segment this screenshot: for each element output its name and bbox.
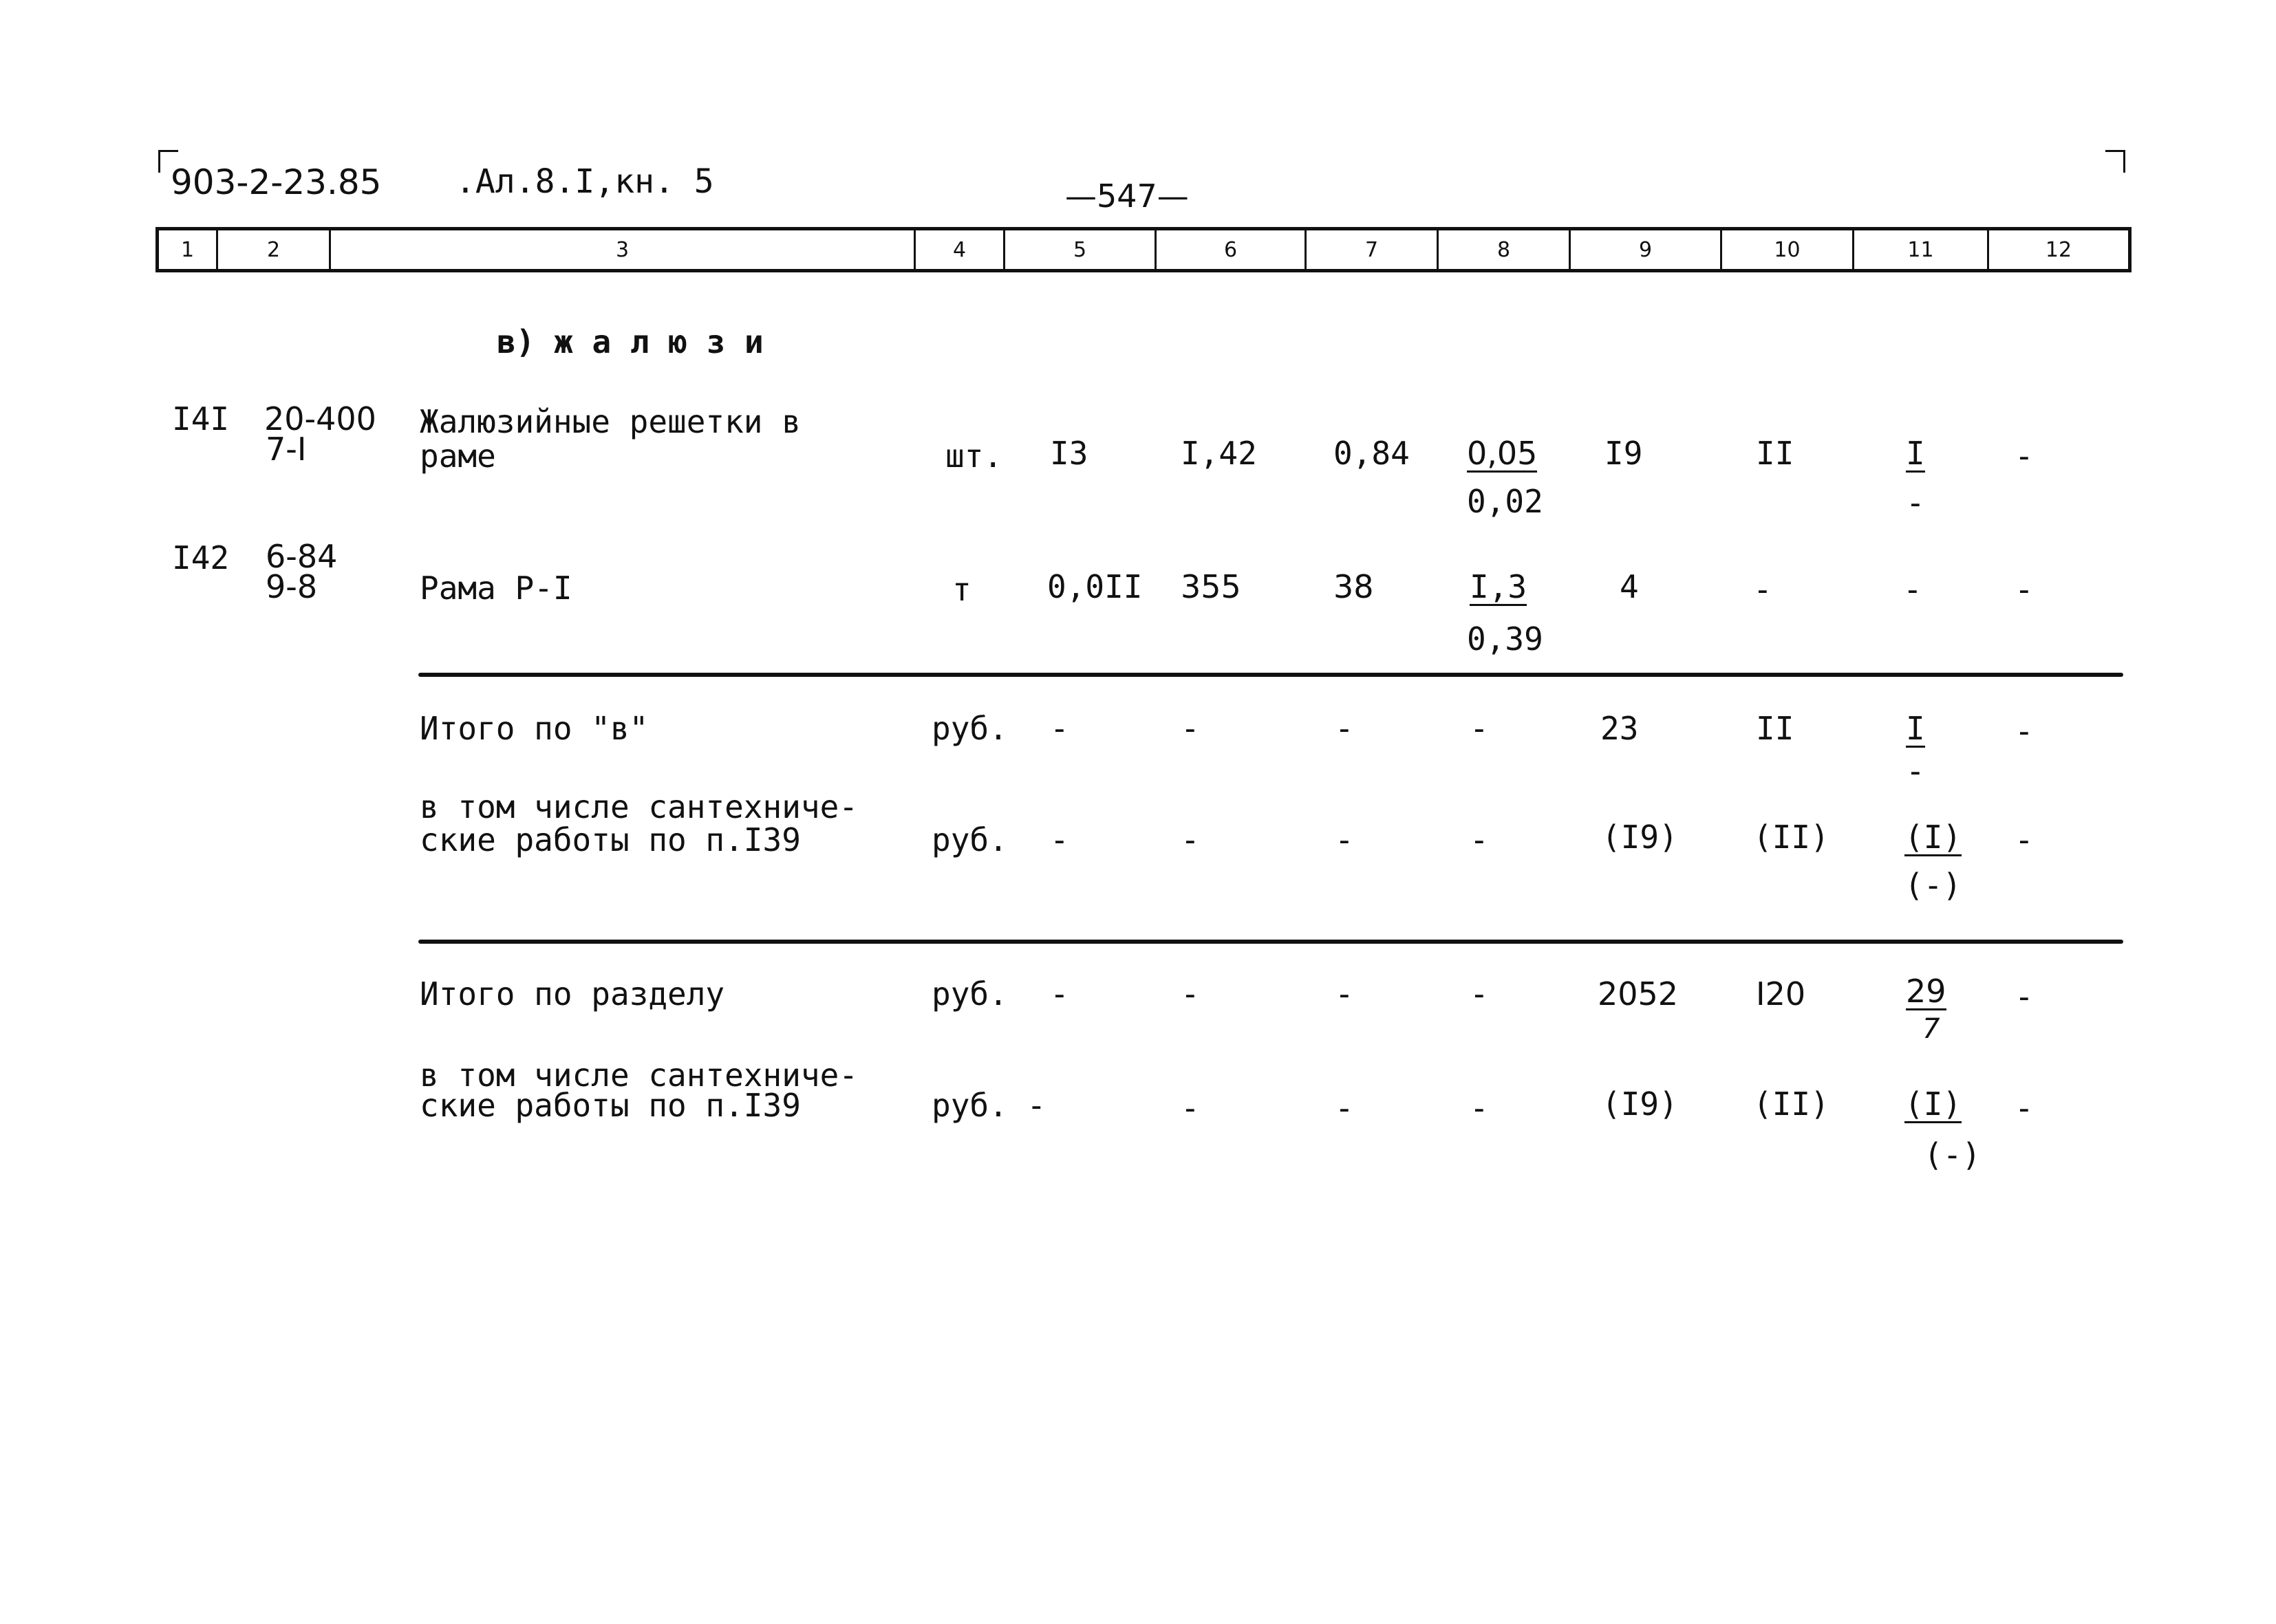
cell-col6: -	[1181, 1090, 1200, 1127]
unit: шт.	[945, 437, 1003, 475]
cell-col10: (II)	[1753, 819, 1829, 856]
column-number: 7	[1307, 230, 1439, 269]
column-number: 8	[1439, 230, 1571, 269]
cell-col11-bottom: -	[1906, 753, 1925, 790]
norm-code: 7-I	[266, 431, 307, 468]
cell-col12: -	[2015, 713, 2034, 750]
cell-col8: -	[1470, 821, 1489, 858]
cell-col5: -	[1050, 821, 1069, 858]
cell-col6: -	[1181, 710, 1200, 747]
total-label: Итого по разделу	[420, 975, 725, 1013]
unit: руб.	[932, 975, 1008, 1013]
cell-col10: II	[1756, 435, 1794, 472]
unit: руб. -	[932, 1087, 1046, 1124]
cell-col9: I9	[1604, 435, 1643, 472]
cell-col8: -	[1470, 710, 1489, 747]
cell-col12: -	[2015, 571, 2034, 608]
cell-col7: -	[1335, 821, 1354, 858]
cell-col10: II	[1756, 710, 1794, 747]
column-number: 5	[1005, 230, 1157, 269]
subtotal-label: ские работы по п.I39	[420, 821, 801, 858]
cell-col5: -	[1050, 710, 1069, 747]
norm-code: 9-8	[266, 568, 318, 605]
cell-col12: -	[2015, 437, 2034, 475]
unit: руб.	[932, 710, 1008, 747]
column-number-strip	[155, 227, 2132, 272]
norm-code: 20-400	[264, 400, 376, 437]
item-name: раме	[420, 437, 496, 475]
cell-col12: -	[2015, 978, 2034, 1015]
total-label: Итого по "в"	[420, 710, 649, 747]
cell-col8-top: I,3	[1470, 568, 1527, 605]
cell-col5: 0,0II	[1047, 568, 1143, 605]
subtotal-label: в том числе сантехниче-	[420, 1057, 858, 1094]
unit: т	[952, 571, 971, 608]
album-reference: .Ал.8.I,кн. 5	[455, 162, 714, 201]
cell-col11-top: (I)	[1904, 819, 1962, 856]
cell-col11-top: 29	[1906, 973, 1946, 1010]
page-number: —547—	[1065, 177, 1189, 215]
cell-col8-bottom: 0,39	[1467, 620, 1543, 658]
unit: руб.	[932, 821, 1008, 858]
cell-col8: -	[1470, 1090, 1489, 1127]
column-number: 12	[2045, 237, 2072, 262]
cell-col10: -	[1753, 571, 1772, 608]
column-number: 4	[916, 230, 1005, 269]
cell-col9: (I9)	[1602, 1085, 1678, 1123]
norm-code: 6-84	[266, 538, 338, 575]
document-code: 903-2-23.85	[171, 162, 382, 202]
cell-col9: 23	[1600, 710, 1639, 747]
cell-col12: -	[2015, 1090, 2034, 1127]
section-title: в) ж а л ю з и	[497, 323, 764, 360]
cell-col11: -	[1903, 571, 1922, 608]
cell-col8-top: 0,05	[1467, 435, 1538, 472]
cell-col9: 2052	[1598, 975, 1679, 1013]
cell-col12: -	[2015, 821, 2034, 858]
section-rule	[418, 940, 2123, 944]
row-number: I4I	[172, 400, 230, 437]
cell-col9: (I9)	[1602, 819, 1678, 856]
cell-col7: -	[1335, 975, 1354, 1013]
corner-mark-top-right	[2105, 150, 2125, 173]
cell-col6: I,42	[1181, 435, 1257, 472]
cell-col6: 355	[1181, 568, 1241, 605]
cell-col7: 0,84	[1333, 435, 1410, 472]
cell-col5: -	[1050, 975, 1069, 1013]
item-name: Рама Р-I	[420, 570, 572, 607]
cell-col7: -	[1335, 710, 1354, 747]
cell-col7: -	[1335, 1090, 1354, 1127]
cell-col11-bottom: (-)	[1924, 1136, 1982, 1173]
subtotal-label: ские работы по п.I39	[420, 1087, 801, 1124]
column-number: 3	[331, 230, 916, 269]
item-name: Жалюзийные решетки в	[420, 403, 801, 440]
cell-col11-top: I	[1906, 435, 1925, 472]
cell-col6: -	[1181, 975, 1200, 1013]
cell-col11-bottom: -	[1906, 484, 1925, 521]
row-number: I42	[172, 539, 230, 576]
cell-col10: I20	[1756, 975, 1806, 1013]
column-number: 10	[1722, 230, 1854, 269]
cell-col10: (II)	[1753, 1085, 1829, 1123]
cell-col5: I3	[1050, 435, 1088, 472]
cell-col6: -	[1181, 821, 1200, 858]
cell-col8: -	[1470, 975, 1489, 1013]
cell-col11-bottom: (-)	[1904, 867, 1962, 904]
column-number: 6	[1157, 230, 1307, 269]
subtotal-label: в том числе сантехниче-	[420, 788, 858, 825]
column-number: 11	[1854, 230, 1989, 269]
cell-col8-bottom: 0,02	[1467, 483, 1543, 520]
cell-col11-top: I	[1906, 710, 1925, 747]
cell-col11-bottom: 7	[1922, 1013, 1940, 1045]
cell-col7: 38	[1333, 568, 1374, 605]
cell-col9: 4	[1620, 568, 1639, 605]
column-number: 9	[1571, 230, 1722, 269]
column-number: 1	[159, 230, 218, 269]
column-number: 2	[218, 230, 331, 269]
section-rule	[418, 673, 2123, 677]
cell-col11-top: (I)	[1904, 1085, 1962, 1123]
